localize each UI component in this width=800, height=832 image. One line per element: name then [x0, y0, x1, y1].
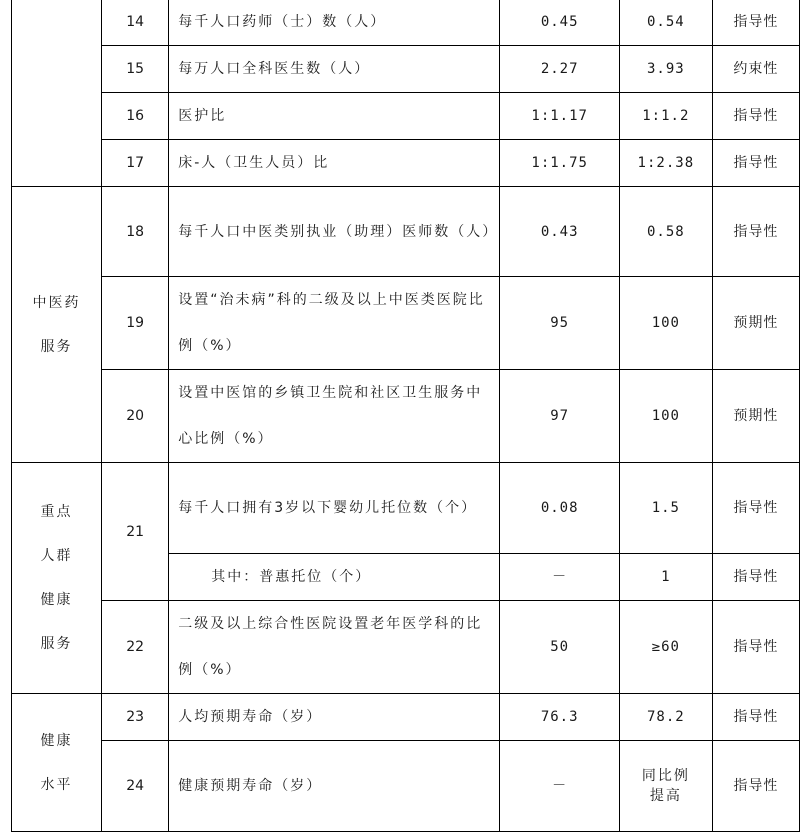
base-value: 50 — [500, 601, 620, 694]
target-value: 100 — [620, 370, 713, 463]
table-row — [12, 694, 800, 741]
property-cell: 指导性 — [712, 93, 799, 140]
property-cell: 指导性 — [712, 140, 799, 187]
category-cell: 重点人群健康服务 — [12, 463, 102, 694]
row-number: 17 — [102, 140, 169, 187]
base-value: 1:1.17 — [500, 93, 620, 140]
property-cell: 指导性 — [712, 0, 799, 46]
base-value: 0.43 — [500, 187, 620, 277]
target-value: 78.2 — [620, 694, 713, 741]
target-value: ≥60 — [620, 601, 713, 694]
base-value: 76.3 — [500, 694, 620, 741]
target-value: 0.54 — [620, 0, 713, 46]
indicator-name: 其中：普惠托位（个） — [169, 554, 500, 601]
row-number: 16 — [102, 93, 169, 140]
target-value: 同比例提高 — [620, 741, 713, 832]
table-row — [12, 46, 800, 93]
row-number: 19 — [102, 277, 169, 370]
property-cell: 指导性 — [712, 601, 799, 694]
table-row — [12, 0, 800, 46]
base-value: 0.45 — [500, 0, 620, 46]
target-value: 1.5 — [620, 463, 713, 554]
indicator-name: 每千人口药师（士）数（人） — [169, 0, 500, 46]
category-cell: 中医药服务 — [12, 187, 102, 463]
base-value: 97 — [500, 370, 620, 463]
row-number: 24 — [102, 741, 169, 832]
target-value: 100 — [620, 277, 713, 370]
indicator-name: 设置中医馆的乡镇卫生院和社区卫生服务中心比例（%） — [169, 370, 500, 463]
property-cell: 预期性 — [712, 277, 799, 370]
indicator-name: 床-人（卫生人员）比 — [169, 140, 500, 187]
base-value: － — [500, 741, 620, 832]
property-cell: 指导性 — [712, 741, 799, 832]
indicator-name: 二级及以上综合性医院设置老年医学科的比例（%） — [169, 601, 500, 694]
row-number: 18 — [102, 187, 169, 277]
table-row — [12, 140, 800, 187]
target-value: 0.58 — [620, 187, 713, 277]
property-cell: 指导性 — [712, 694, 799, 741]
table-row — [12, 93, 800, 140]
target-value: 3.93 — [620, 46, 713, 93]
table-row — [12, 277, 800, 370]
base-value: 0.08 — [500, 463, 620, 554]
target-value: 1 — [620, 554, 713, 601]
base-value: 2.27 — [500, 46, 620, 93]
category-cell — [12, 0, 102, 187]
indicator-table — [11, 0, 800, 832]
property-cell: 指导性 — [712, 554, 799, 601]
row-number: 15 — [102, 46, 169, 93]
table-row — [12, 601, 800, 694]
indicator-name: 每万人口全科医生数（人） — [169, 46, 500, 93]
table-row — [12, 370, 800, 463]
property-cell: 指导性 — [712, 187, 799, 277]
indicator-name: 每千人口拥有3岁以下婴幼儿托位数（个） — [169, 463, 500, 554]
row-number: 21 — [102, 463, 169, 601]
indicator-name: 人均预期寿命（岁） — [169, 694, 500, 741]
base-value: － — [500, 554, 620, 601]
property-cell: 指导性 — [712, 463, 799, 554]
base-value: 95 — [500, 277, 620, 370]
property-cell: 约束性 — [712, 46, 799, 93]
table-row — [12, 741, 800, 832]
base-value: 1:1.75 — [500, 140, 620, 187]
table-row — [12, 463, 800, 554]
indicator-name: 每千人口中医类别执业（助理）医师数（人） — [169, 187, 500, 277]
row-number: 23 — [102, 694, 169, 741]
property-cell: 预期性 — [712, 370, 799, 463]
target-value: 1:2.38 — [620, 140, 713, 187]
row-number: 22 — [102, 601, 169, 694]
target-value: 1:1.2 — [620, 93, 713, 140]
indicator-name: 设置“治未病”科的二级及以上中医类医院比例（%） — [169, 277, 500, 370]
indicator-name: 医护比 — [169, 93, 500, 140]
category-cell: 健康水平 — [12, 694, 102, 832]
row-number: 14 — [102, 0, 169, 46]
indicator-name: 健康预期寿命（岁） — [169, 741, 500, 832]
row-number: 20 — [102, 370, 169, 463]
table-row — [12, 187, 800, 277]
